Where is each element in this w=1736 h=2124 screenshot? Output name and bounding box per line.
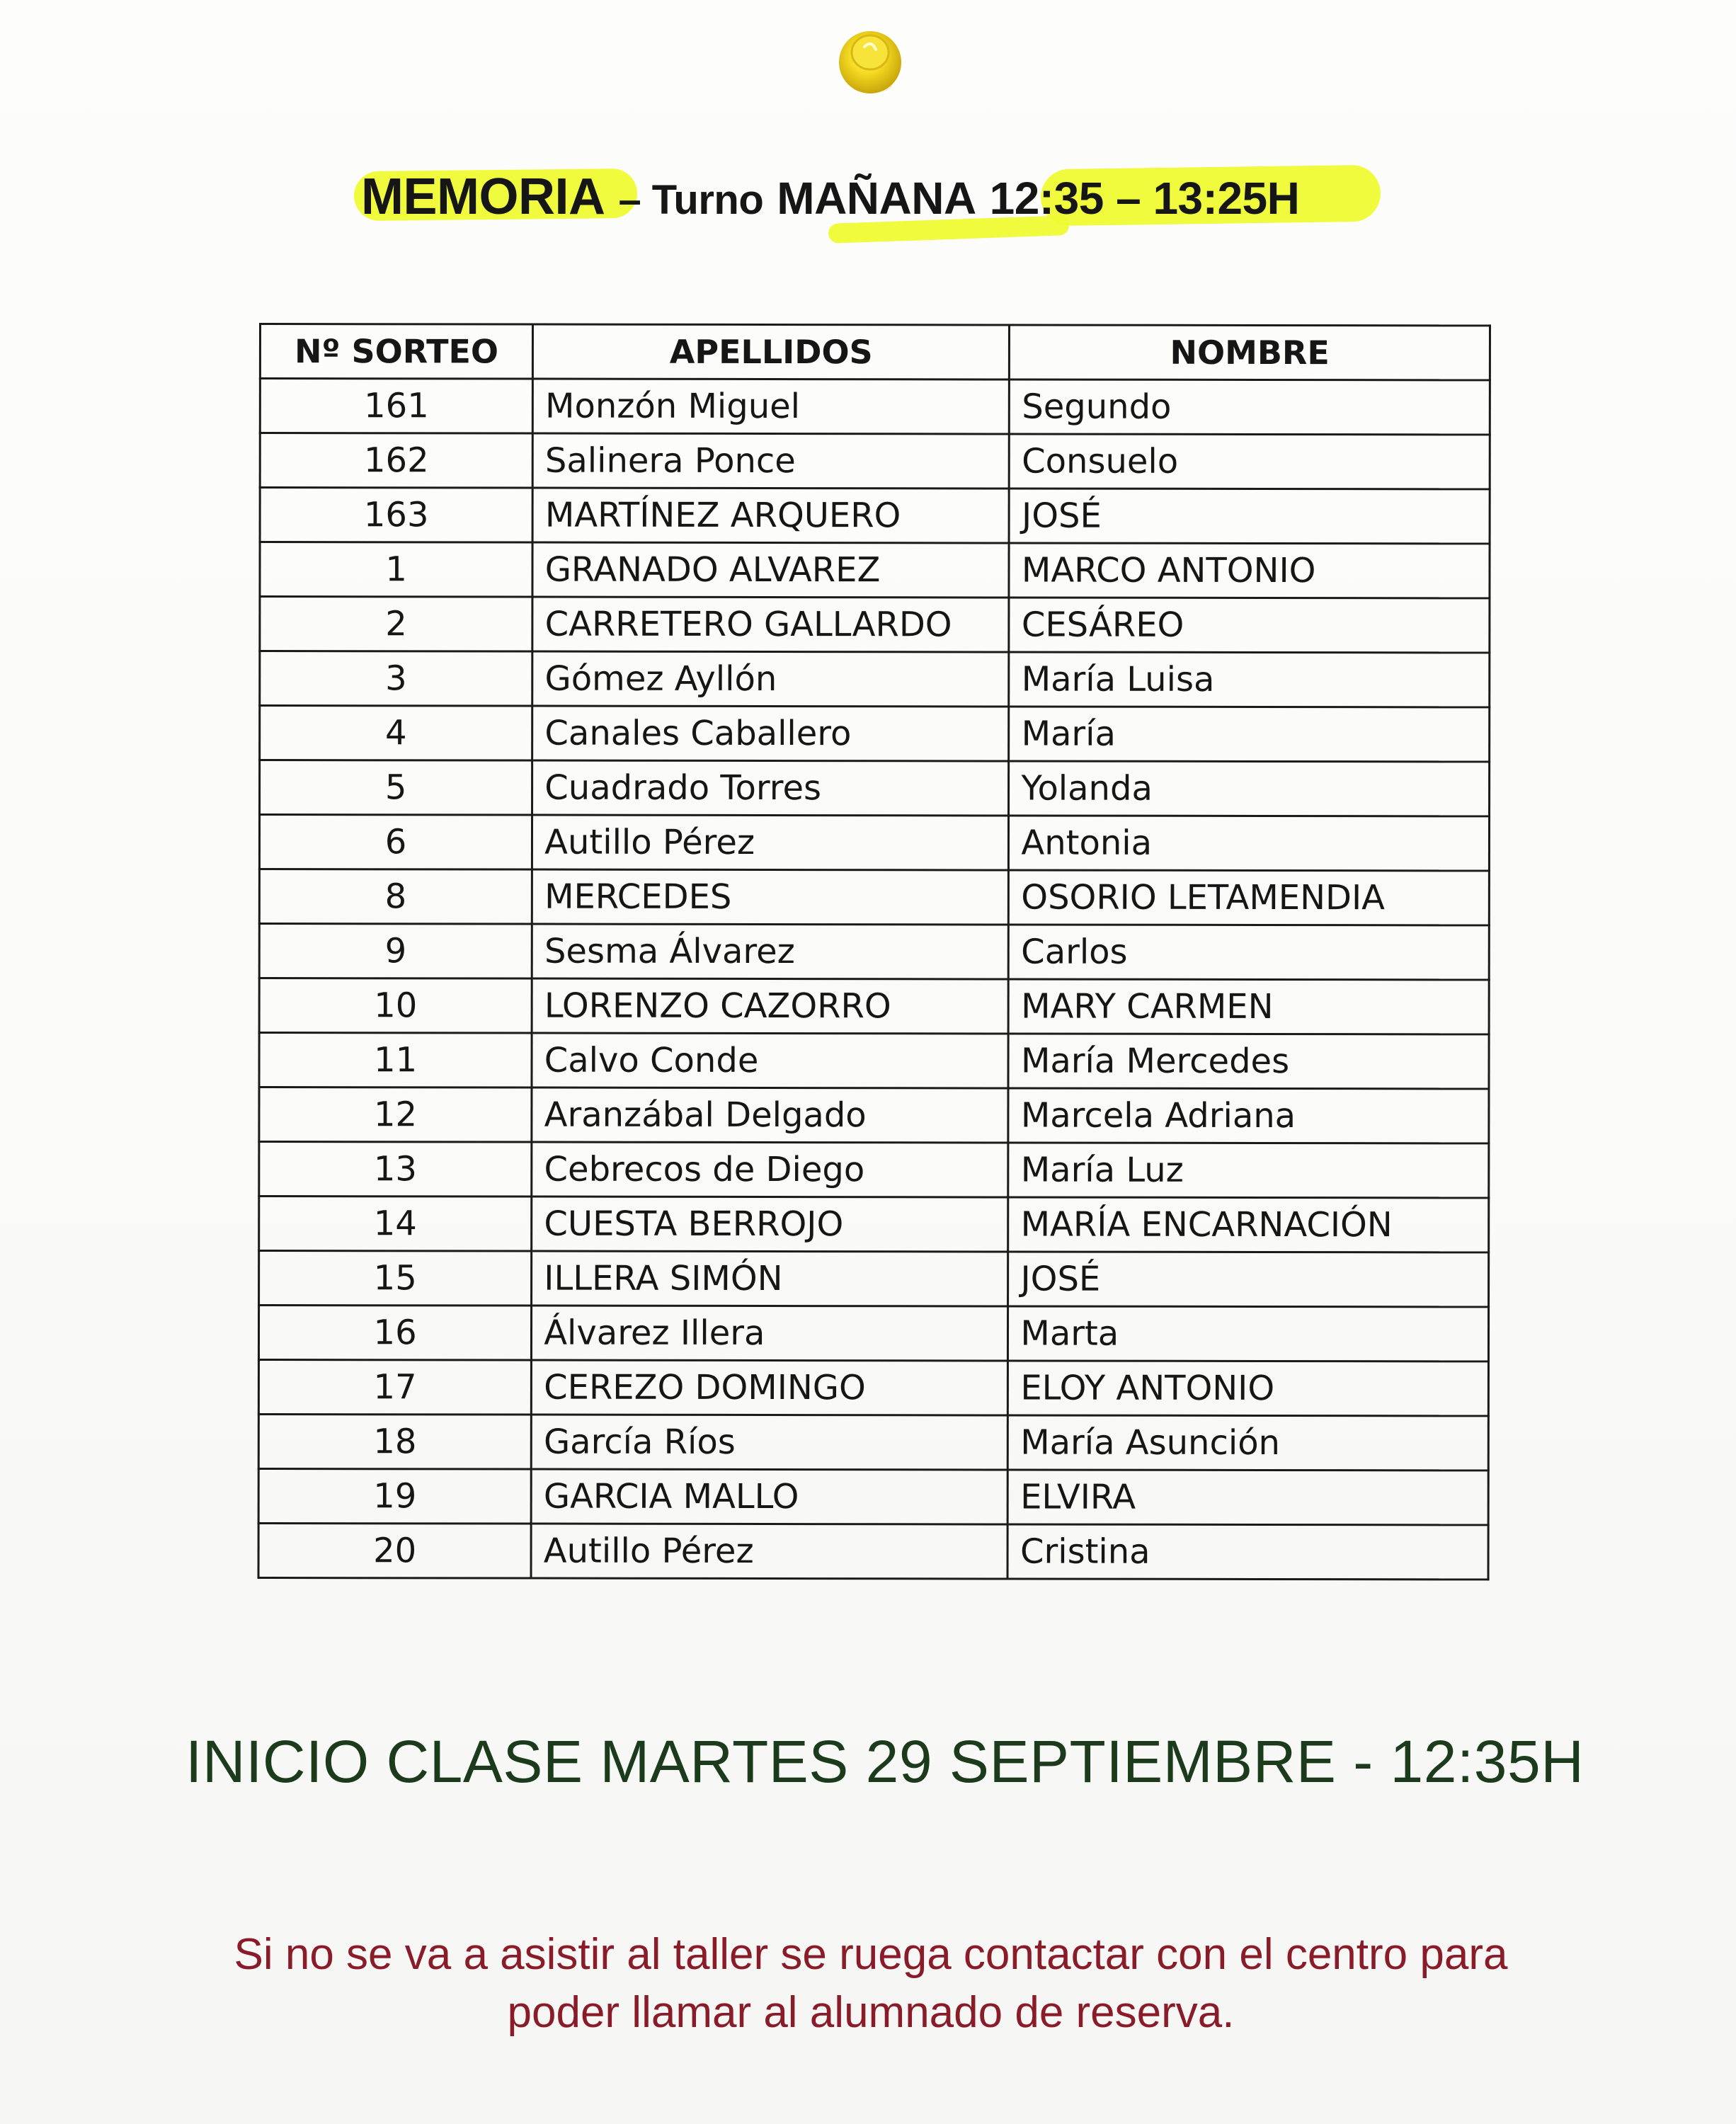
table-row bbox=[258, 1306, 1488, 1361]
cell-apellidos: CEREZO DOMINGO bbox=[532, 1360, 1008, 1415]
page-title bbox=[361, 161, 1423, 253]
cell-sorteo: 19 bbox=[258, 1469, 531, 1524]
cell-apellidos: GRANADO ALVAREZ bbox=[532, 542, 1009, 598]
cell-nombre: OSORIO LETAMENDIA bbox=[1009, 870, 1490, 925]
cell-sorteo: 18 bbox=[258, 1415, 531, 1470]
cell-nombre: MARY CARMEN bbox=[1009, 979, 1490, 1034]
cell-nombre: María Luisa bbox=[1009, 652, 1490, 707]
cell-sorteo: 163 bbox=[260, 488, 532, 543]
cell-sorteo: 10 bbox=[259, 978, 532, 1034]
cell-sorteo: 13 bbox=[259, 1142, 532, 1197]
cell-apellidos: Cebrecos de Diego bbox=[532, 1142, 1008, 1197]
header-apellidos: APELLIDOS bbox=[533, 324, 1010, 379]
cell-nombre: María Luz bbox=[1008, 1143, 1489, 1198]
cell-apellidos: MERCEDES bbox=[532, 869, 1009, 925]
cell-nombre: Antonia bbox=[1009, 816, 1490, 871]
table-row bbox=[259, 1142, 1489, 1198]
cell-sorteo: 17 bbox=[258, 1360, 531, 1415]
table-row bbox=[260, 488, 1490, 544]
cell-nombre: JOSÉ bbox=[1008, 1252, 1489, 1307]
cell-apellidos: GARCIA MALLO bbox=[531, 1469, 1007, 1524]
cell-apellidos: CUESTA BERROJO bbox=[532, 1197, 1008, 1252]
cell-sorteo: 2 bbox=[260, 597, 532, 652]
cell-nombre: MARCO ANTONIO bbox=[1009, 543, 1490, 598]
table-row bbox=[260, 651, 1490, 707]
table-row bbox=[259, 869, 1489, 925]
cell-apellidos: Aranzábal Delgado bbox=[532, 1087, 1008, 1143]
cell-nombre: CESÁREO bbox=[1009, 598, 1490, 653]
table-row bbox=[260, 379, 1490, 435]
cell-sorteo: 4 bbox=[260, 706, 532, 761]
cell-apellidos: Cuadrado Torres bbox=[532, 760, 1009, 816]
cell-apellidos: ILLERA SIMÓN bbox=[532, 1251, 1008, 1306]
cell-nombre: María Asunción bbox=[1008, 1415, 1489, 1471]
cell-nombre: Cristina bbox=[1007, 1524, 1488, 1580]
attendance-notice bbox=[156, 1926, 1586, 2042]
thumbtack-icon bbox=[832, 21, 910, 99]
cell-sorteo: 8 bbox=[259, 869, 532, 925]
title-shift: MAÑANA bbox=[777, 173, 976, 224]
cell-sorteo: 6 bbox=[259, 815, 532, 870]
cell-apellidos: Autillo Pérez bbox=[532, 815, 1009, 870]
cell-sorteo: 5 bbox=[260, 760, 532, 816]
cell-apellidos: Álvarez Illera bbox=[532, 1306, 1008, 1361]
cell-nombre: JOSÉ bbox=[1010, 489, 1490, 544]
cell-apellidos: Salinera Ponce bbox=[532, 433, 1009, 489]
table-row bbox=[258, 1469, 1488, 1525]
cell-nombre: ELOY ANTONIO bbox=[1008, 1361, 1489, 1416]
table-row bbox=[259, 978, 1489, 1034]
cell-apellidos: CARRETERO GALLARDO bbox=[532, 597, 1009, 652]
roster-table bbox=[258, 323, 1491, 1580]
cell-sorteo: 20 bbox=[258, 1524, 531, 1579]
table-header-row bbox=[260, 324, 1490, 380]
header-sorteo: Nº SORTEO bbox=[260, 324, 532, 379]
cell-sorteo: 3 bbox=[260, 651, 532, 707]
cell-apellidos: Gómez Ayllón bbox=[532, 651, 1009, 707]
cell-sorteo: 15 bbox=[259, 1251, 532, 1306]
cell-sorteo: 162 bbox=[260, 433, 532, 489]
cell-nombre: Marta bbox=[1008, 1306, 1489, 1361]
cell-apellidos: Sesma Álvarez bbox=[532, 924, 1008, 979]
table-row bbox=[258, 1524, 1488, 1580]
cell-apellidos: Canales Caballero bbox=[532, 706, 1009, 761]
table-row bbox=[259, 1033, 1489, 1089]
cell-nombre: Yolanda bbox=[1009, 761, 1490, 816]
cell-apellidos: MARTÍNEZ ARQUERO bbox=[532, 488, 1009, 543]
cell-apellidos: Autillo Pérez bbox=[531, 1524, 1007, 1579]
header-nombre: NOMBRE bbox=[1010, 325, 1490, 380]
table-row bbox=[260, 542, 1490, 598]
cell-sorteo: 16 bbox=[258, 1306, 531, 1361]
class-start-notice: INICIO CLASE MARTES 29 SEPTIEMBRE - 12:35H bbox=[185, 1728, 1584, 1795]
table-row bbox=[259, 1251, 1489, 1307]
cell-nombre: María Mercedes bbox=[1008, 1034, 1489, 1089]
table-row bbox=[259, 1087, 1489, 1143]
title-course: MEMORIA bbox=[361, 169, 605, 225]
cell-nombre: Carlos bbox=[1009, 925, 1490, 980]
cell-apellidos: Calvo Conde bbox=[532, 1033, 1008, 1088]
cell-sorteo: 12 bbox=[259, 1087, 532, 1143]
attendance-notice-line: Si no se va a asistir al taller se ruega contactar con el centro para bbox=[234, 1930, 1508, 1979]
cell-sorteo: 11 bbox=[259, 1033, 532, 1088]
table-row bbox=[258, 1415, 1488, 1471]
table-row bbox=[260, 433, 1490, 489]
cell-sorteo: 161 bbox=[260, 379, 532, 434]
cell-nombre: María bbox=[1009, 707, 1490, 762]
table-row bbox=[260, 597, 1490, 653]
table-row bbox=[260, 760, 1490, 816]
table-row bbox=[259, 815, 1489, 871]
cell-nombre: Marcela Adriana bbox=[1008, 1088, 1489, 1143]
cell-nombre: Segundo bbox=[1010, 379, 1490, 435]
cell-nombre: MARÍA ENCARNACIÓN bbox=[1008, 1197, 1489, 1252]
attendance-notice-line: poder llamar al alumnado de reserva. bbox=[507, 1988, 1235, 2037]
table-row bbox=[258, 1360, 1488, 1416]
title-time: 12:35 – 13:25H bbox=[989, 173, 1300, 224]
cell-nombre: Consuelo bbox=[1010, 434, 1490, 489]
cell-apellidos: LORENZO CAZORRO bbox=[532, 978, 1008, 1034]
title-turno: – Turno bbox=[618, 177, 764, 223]
cell-sorteo: 14 bbox=[259, 1197, 532, 1252]
cell-sorteo: 9 bbox=[259, 924, 532, 979]
cell-apellidos: Monzón Miguel bbox=[533, 379, 1010, 434]
cell-nombre: ELVIRA bbox=[1008, 1470, 1489, 1525]
table-row bbox=[259, 1197, 1489, 1252]
cell-sorteo: 1 bbox=[260, 542, 532, 598]
table-row bbox=[260, 706, 1490, 762]
cell-apellidos: García Ríos bbox=[531, 1415, 1007, 1470]
table-row bbox=[259, 924, 1489, 980]
